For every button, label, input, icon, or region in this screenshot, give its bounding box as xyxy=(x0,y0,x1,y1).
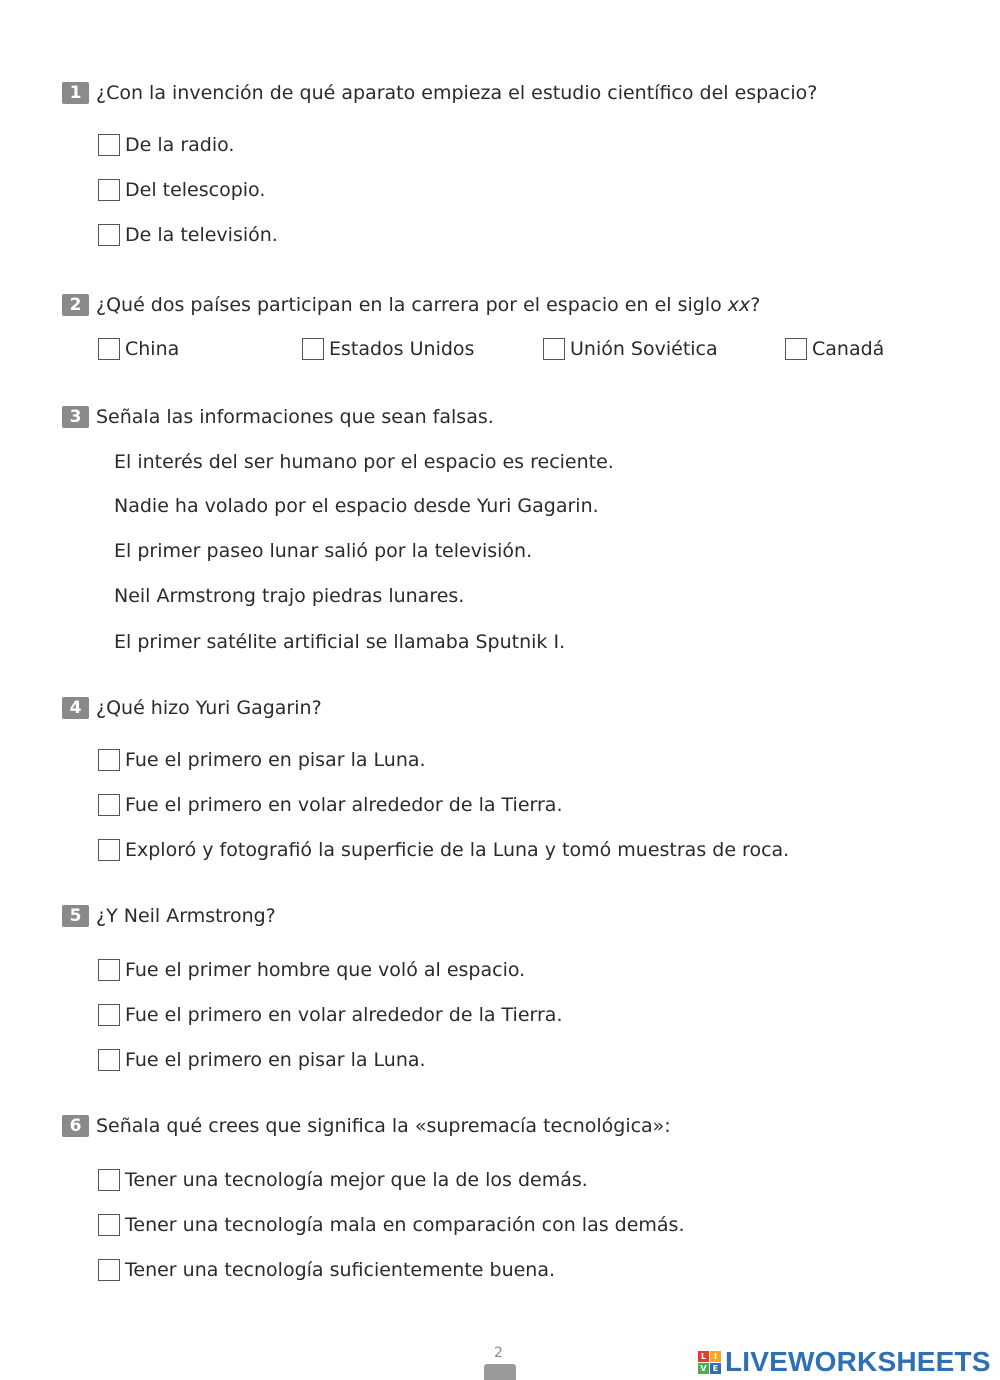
q4-option-3[interactable] xyxy=(98,837,789,863)
q4-option-1-checkbox[interactable] xyxy=(98,749,120,771)
q1-option-1-checkbox[interactable] xyxy=(98,134,120,156)
liveworksheets-logo-text: LIVEWORKSHEETS xyxy=(725,1346,991,1377)
question-2-text-main: ¿Qué dos países participan en la carrera por el espacio en el siglo xyxy=(96,294,728,316)
q1-option-1[interactable] xyxy=(98,132,234,158)
question-6-text: Señala qué crees que significa la «supremacía tecnológica»: xyxy=(96,1115,671,1137)
question-3-title xyxy=(62,405,494,429)
question-5-title xyxy=(62,904,276,928)
q3-statement-4[interactable]: Neil Armstrong trajo piedras lunares. xyxy=(114,585,465,607)
q5-option-1-checkbox[interactable] xyxy=(98,959,120,981)
q4-option-2-label: Fue el primero en volar alrededor de la Tierra. xyxy=(125,794,563,816)
q2-option-ussr-label: Unión Soviética xyxy=(570,338,718,360)
q1-option-2[interactable] xyxy=(98,177,265,203)
q6-option-3-checkbox[interactable] xyxy=(98,1259,120,1281)
q2-option-usa-label: Estados Unidos xyxy=(329,338,475,360)
liveworksheets-logo xyxy=(698,1346,991,1378)
question-2-number: 2 xyxy=(62,294,89,316)
q6-option-3-label: Tener una tecnología suficientemente buena. xyxy=(125,1259,556,1281)
q2-option-ussr[interactable] xyxy=(543,336,718,362)
question-6-number: 6 xyxy=(62,1115,89,1137)
q3-statement-2[interactable]: Nadie ha volado por el espacio desde Yuri Gagarin. xyxy=(114,495,599,517)
q5-option-2-checkbox[interactable] xyxy=(98,1004,120,1026)
question-1-number: 1 xyxy=(62,82,89,104)
q2-option-china-checkbox[interactable] xyxy=(98,338,120,360)
q1-option-1-label: De la radio. xyxy=(125,134,235,156)
q4-option-1[interactable] xyxy=(98,747,426,773)
question-2-title xyxy=(62,293,760,317)
question-2-text xyxy=(96,294,760,316)
q2-option-ussr-checkbox[interactable] xyxy=(543,338,565,360)
q2-option-usa-checkbox[interactable] xyxy=(302,338,324,360)
question-5-number: 5 xyxy=(62,905,89,927)
logo-letter-l: L xyxy=(698,1351,709,1362)
question-5-text: ¿Y Neil Armstrong? xyxy=(96,905,276,927)
q5-option-3[interactable] xyxy=(98,1047,426,1073)
q6-option-2[interactable] xyxy=(98,1212,685,1238)
question-4-title xyxy=(62,696,322,720)
question-6-title xyxy=(62,1114,671,1138)
q2-option-canada[interactable] xyxy=(785,336,884,362)
q2-option-usa[interactable] xyxy=(302,336,474,362)
question-1-text: ¿Con la invención de qué aparato empieza el estudio científico del espacio? xyxy=(96,82,818,104)
q4-option-2[interactable] xyxy=(98,792,563,818)
question-2-text-end: ? xyxy=(750,294,761,316)
q1-option-3[interactable] xyxy=(98,222,278,248)
q6-option-1[interactable] xyxy=(98,1167,588,1193)
question-3-number: 3 xyxy=(62,406,89,428)
q2-option-canada-checkbox[interactable] xyxy=(785,338,807,360)
q5-option-1-label: Fue el primer hombre que voló al espacio. xyxy=(125,959,526,981)
q5-option-1[interactable] xyxy=(98,957,525,983)
q6-option-1-label: Tener una tecnología mejor que la de los demás. xyxy=(125,1169,588,1191)
liveworksheets-logo-icon xyxy=(698,1351,721,1374)
q3-statement-5[interactable]: El primer satélite artificial se llamaba Sputnik I. xyxy=(114,631,566,653)
question-3-text: Señala las informaciones que sean falsas. xyxy=(96,406,494,428)
page-tab xyxy=(484,1364,516,1380)
q2-option-canada-label: Canadá xyxy=(812,338,885,360)
q6-option-2-checkbox[interactable] xyxy=(98,1214,120,1236)
question-2-text-century: xx xyxy=(727,294,751,316)
q5-option-3-checkbox[interactable] xyxy=(98,1049,120,1071)
q4-option-3-label: Exploró y fotografió la superficie de la Luna y tomó muestras de roca. xyxy=(125,839,790,861)
q5-option-2-label: Fue el primero en volar alrededor de la Tierra. xyxy=(125,1004,563,1026)
logo-letter-v: V xyxy=(698,1363,709,1374)
q1-option-2-checkbox[interactable] xyxy=(98,179,120,201)
logo-letter-e: E xyxy=(710,1363,721,1374)
question-4-number: 4 xyxy=(62,697,89,719)
q1-option-3-label: De la televisión. xyxy=(125,224,278,246)
q2-option-china-label: China xyxy=(125,338,180,360)
q6-option-1-checkbox[interactable] xyxy=(98,1169,120,1191)
q3-statement-3[interactable]: El primer paseo lunar salió por la televisión. xyxy=(114,540,533,562)
q1-option-2-label: Del telescopio. xyxy=(125,179,266,201)
q1-option-3-checkbox[interactable] xyxy=(98,224,120,246)
q3-statement-1[interactable]: El interés del ser humano por el espacio es reciente. xyxy=(114,451,614,473)
q4-option-1-label: Fue el primero en pisar la Luna. xyxy=(125,749,426,771)
q4-option-2-checkbox[interactable] xyxy=(98,794,120,816)
q2-option-china[interactable] xyxy=(98,336,179,362)
question-1-title xyxy=(62,81,817,105)
q6-option-2-label: Tener una tecnología mala en comparación con las demás. xyxy=(125,1214,685,1236)
q6-option-3[interactable] xyxy=(98,1257,555,1283)
q5-option-3-label: Fue el primero en pisar la Luna. xyxy=(125,1049,426,1071)
logo-letter-i: I xyxy=(710,1351,721,1362)
question-4-text: ¿Qué hizo Yuri Gagarin? xyxy=(96,697,322,719)
page-number: 2 xyxy=(494,1345,503,1361)
q4-option-3-checkbox[interactable] xyxy=(98,839,120,861)
q5-option-2[interactable] xyxy=(98,1002,563,1028)
